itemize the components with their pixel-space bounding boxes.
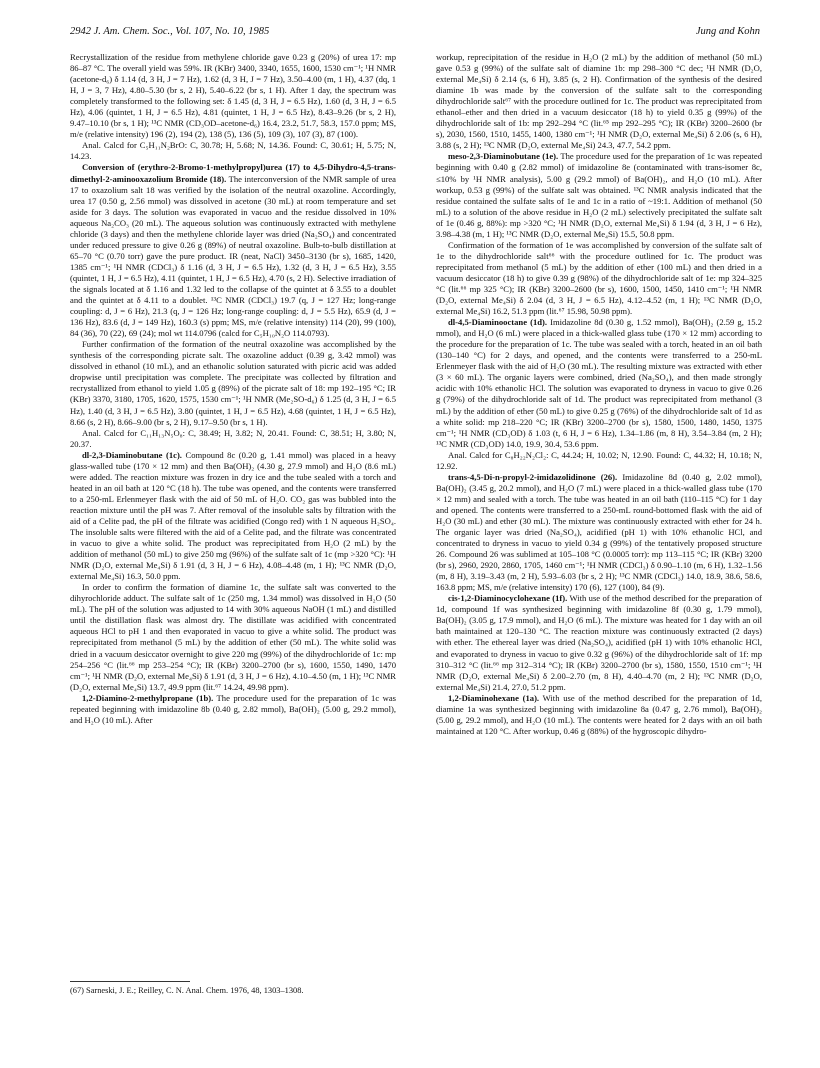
paragraph xyxy=(70,450,396,583)
paragraph xyxy=(436,151,762,239)
footnote: (67) Sarneski, J. E.; Reilley, C. N. Anal. Chem. 1976, 48, 1303–1308. xyxy=(70,986,304,995)
section-heading: cis-1,2-Diaminocyclohexane (1f). xyxy=(448,593,568,604)
paragraph-text: Further confirmation of the formation of the neutral oxazoline was accomplished by the synthesis of the corresponding picrate salt. The oxazoline adduct (0.39 g, 3.42 mmol) was dissolved in ethanol (10 mL), and an ethanolic solution saturated with picric acid was added dropwise until precipitation was complete. The precipitate was collected by filtration and recrystallized from ethanol to yield 1.05 g (89%) of the picrate salt of 18: mp 192–195 °C; IR (KBr) 3370, 3180, 1705, 1620, 1575, 1530 cm⁻¹; ¹H NMR (Me₂SO-d₆) δ 1.25 (d, 3 H, J = 6.5 Hz), 1.40 (d, 3 H, J = 6.5 Hz), 3.80 (quintet, 1 H, J = 6.5 Hz), 4.68 (quintet, 1 H, J = 6.5 Hz), 8.66 (s, 2 H), 8.66–9.00 (br s, 2 H), 9.17–9.50 (br s, 1 H). xyxy=(70,339,396,427)
paragraph xyxy=(70,693,396,726)
paragraph xyxy=(70,339,396,427)
paragraph-text: Anal. Calcd for C₈H₂₂N₂Cl₂: C, 44.24; H, 10.02; N, 12.90. Found: C, 44.32; H, 10.18; N, 12.92. xyxy=(436,449,762,471)
paragraph-text: In order to confirm the formation of diamine 1c, the sulfate salt was converted to the dihyrochloride adduct. The sulfate salt of 1c (250 mg, 1.34 mmol) was dissolved in H₂O (50 mL). The pH of the solution was adjusted to 14 with 30% aqueous NaOH (1 mL) and distilled until the distillation flask was almost dry. The distillate was acidified with concentrated aqueous HCl to pH 1 and then evaporated in vacuo to give a white solid. The product was reprecipitated from methanol (5 mL) by the addition of ether (50 mL). The white solid was dried in a vacuum desiccator overnight to give 220 mg (99%) of the dihydrochloride of 1c: mp 254–256 °C (lit.⁶⁶ mp 253–254 °C); IR (KBr) 3200–2700 (br s), 1600, 1550, 1490, 1470 cm⁻¹; ¹H NMR (D₂O, external Me₄Si) δ 1.91 (d, 3 H, J = 6 Hz), 4.10–4.50 (m, 1 H); ¹³C NMR (D₂O, external Me₄Si) 13.7, 49.9 ppm (lit.⁶⁷ 14.24, 49.98 ppm). xyxy=(70,582,396,692)
running-header xyxy=(70,26,760,42)
paragraph xyxy=(436,593,762,692)
section-heading: 1,2-Diaminohexane (1a). xyxy=(448,692,540,703)
paragraph xyxy=(70,162,396,339)
section-heading: dl-2,3-Diaminobutane (1c). xyxy=(82,449,182,460)
paragraph xyxy=(70,52,396,140)
section-heading: dl-4,5-Diaminooctane (1d). xyxy=(448,317,548,328)
paragraph xyxy=(436,317,762,450)
paragraph xyxy=(436,693,762,737)
paragraph xyxy=(436,52,762,151)
left-column xyxy=(70,52,396,974)
paragraph-text: The interconversion of the NMR sample of urea 17 to oxazolium salt 18 was verified by the isolation of the neutral oxazoline. Accordingly, urea 17 (0.50 g, 2.56 mmol) was dissolved in acetone (30 mL) at room temperature and set aside for 3 days. The solution was evaporated in vacuo and the residue dissolved in 10% aqueous Na₂CO₃ (20 mL). The aqueous solution was continuously extracted with methylene chloride (3 days) and then the methylene chloride layer was dried (Na₂SO₄) and concentrated under reduced pressure to give 0.26 g (89%) of neutral oxazoline. Bulb-to-bulb distillation at 65–70 °C (0.70 torr) gave the pure product. IR (neat, NaCl) 3450–3130 (br s), 1685, 1420, 1385 cm⁻¹; ¹H NMR (CDCl₃) δ 1.16 (d, 3 H, J = 6.5 Hz), 1.32 (d, 3 H, J = 6.5 Hz), 3.55 (quintet, 1 H, J = 6.5 Hz), 4.11 (quintet, 1 H, J = 6.5 Hz), 4.70 (s, 2 H). Selective irradiation of the signals located at δ 1.16 and 1.32 led to the collapse of the quintet at δ 3.55 to a doublet and the quintet at δ 4.11 to a doublet. ¹³C NMR (CDCl₃) 19.7 (q, J = 127 Hz; long-range coupling: d, J = 6 Hz), 21.3 (q, J = 126 Hz; long-range coupling: d, J = 5.5 Hz), 65.9 (d, J = 136 Hz), 83.6 (d, J = 149 Hz), 160.3 (s) ppm; MS, m/e (relative intensity) 114 (20), 99 (100), 84 (36), 70 (22), 69 (24); mol wt 114.0796 (calcd for C₅H₁₀N₂O 114.0793). xyxy=(70,173,396,339)
paragraph-text: Confirmation of the formation of 1e was accomplished by conversion of the sulfate salt of 1e to the dihydrochloride salt⁶⁶ with the procedure outlined for 1c. The product was reprecipitated from methanol (5 mL) by the addition of ether (100 mL) and then dried in a vacuum desiccator (18 h) to give 0.39 g (98%) of the dihydrochloride salt of 1e: mp 324–325 °C (lit.⁶⁶ mp 325 °C); IR (KBr) 3200–2600 (br s), 1600, 1500, 1450, 1410 cm⁻¹; ¹H NMR (D₂O, external Me₄Si) δ 2.04 (d, 3 H, J = 6.5 Hz), 4.12–4.52 (m, 1 H); ¹³C NMR (D₂O, external Me₄Si) 16.2, 51.3 ppm (lit.⁶⁷ 15.98, 50.98 ppm). xyxy=(436,239,762,317)
paragraph xyxy=(70,428,396,450)
paragraph-text: With use of the method described for the preparation of 1d, diamine 1a was synthesized beginning with imidazoline 8a (0.47 g, 2.76 mmol), Ba(OH)₂ (5.00 g, 29.2 mmol), and H₂O (10 mL). The contents were heated for 2 days with an oil bath maintained at 120 °C. After workup, 0.46 g (88%) of the hygroscopic dihydro- xyxy=(436,692,763,736)
footnote-divider xyxy=(70,981,190,982)
paragraph-text: Anal. Calcd for C₁₁H₁₃N₅O₈: C, 38.49; H, 3.82; N, 20.41. Found: C, 38.51; H, 3.80; N, 20.37. xyxy=(70,427,396,449)
paragraph-text: workup, reprecipitation of the residue in H₂O (2 mL) by the addition of methanol (50 mL) gave 0.53 g (99%) of the sulfate salt of diamine 1b: mp 298–300 °C dec; ¹H NMR (D₂O, external Me₄Si) δ 2.14 (s, 6 H), 3.85 (s, 2 H). Confirmation of the synthesis of the desired diamine 1b was made by the conversion of the sulfate salt to the corresponding dihydrochloride salt⁶⁷ with the procedure outlined for 1c. The product was reprecipitated from ethanol–ether and then dried in a vacuum desiccator (18 h) to yield 0.35 g (99%) of the dihydrochloride salt of 1b: mp 292–294 °C (lit.⁶⁵ mp 292–295 °C); IR (KBr) 3200–2600 (br s), 2030, 1560, 1510, 1455, 1400, 1380 cm⁻¹; ¹H NMR (D₂O, external Me₄Si) δ 2.06 (s, 6 H), 3.88 (s, 2 H); ¹³C NMR (D₂O, external Me₄Si) 24.3, 47.7, 54.2 ppm. xyxy=(436,52,762,151)
paragraph-text: Imidazoline 8d (0.30 g, 1.52 mmol), Ba(OH)₂ (2.59 g, 15.2 mmol), and H₂O (6 mL) were placed in a thick-walled glass tube (170 × 12 mm) according to the procedure for the preparation of 1c. The tube was sealed with a torch, heated in an oil bath (130–140 °C) for 2 days, and opened, and the contents were transferred to a 250-mL Erlenmeyer flask with the aid of H₂O (30 mL). The resulting mixture was extracted with ether (3 × 60 mL). The organic layers were combined, dried (Na₂SO₄), and then made strongly acidic with 10% ethanolic HCl. The solution was evaporated to dryness in vacuo to give 0.26 g (79%) of the dihydrochloride salt of 1d. The product was reprecipitated from methanol (3 mL) by the addition of ether (50 mL) to give 0.25 g (76%) of the dihydrochloride salt of 1d as a white solid: mp 218–220 °C; IR (KBr) 3200–2700 (br s), 1580, 1500, 1480, 1450, 1375 cm⁻¹; ¹H NMR (CD₃OD) δ 1.03 (t, 6 H, J = 6 Hz), 1.34–1.86 (m, 8 H), 3.54–3.84 (m, 2 H); ¹³C NMR (CD₃OD) 14.0, 19.9, 30.4, 53.6 ppm. xyxy=(436,317,762,449)
paragraph-text: With use of the method described for the preparation of 1d, compound 1f was synthesized beginning with imidazoline 8f (0.30 g, 1.79 mmol), Ba(OH)₂ (3.05 g, 17.9 mmol), and H₂O (6 mL). The mixture was heated for 1 day with an oil bath maintained at 120–130 °C. The reaction mixture was continuously extracted (2 days) with ether. The ethereal layer was dried (Na₂SO₄), acidified (pH 1) with 10% ethanolic HCl, and evaporated to dryness in vacuo to give 0.32 g (96%) of the dihydrochloride salt of 1f: mp 310–312 °C (lit.⁶⁶ mp 312–314 °C); IR (KBr) 3200–2700 (br s), 1580, 1550, 1510 cm⁻¹; ¹H NMR (D₂O, external Me₄Si) δ 2.00–2.70 (m, 8 H), 4.40–4.70 (m, 2 H); ¹³C NMR (D₂O, external Me₄Si) 21.4, 27.0, 51.2 ppm. xyxy=(436,593,762,692)
paragraph xyxy=(436,472,762,594)
paragraph-text: Recrystallization of the residue from methylene chloride gave 0.23 g (20%) of urea 17: mp 86–87 °C. The overall yield was 59%. IR (KBr) 3400, 3340, 1655, 1600, 1530 cm⁻¹; ¹H NMR (acetone-d₆) δ 1.14 (d, 3 H, J = 7 Hz), 1.62 (d, 3 H, J = 7 Hz), 3.50–4.00 (m, 1 H), 4.37 (dq, 1 H, J = 3, 7 Hz), 4.80–5.30 (br s, 2 H), 5.40–6.22 (br s, 1 H). After 1 day, the spectrum was completely transformed to the following set: δ 1.45 (d, 3 H, J = 6.5 Hz), 1.60 (d, 3 H, J = 6.5 Hz), 4.06 (quintet, 1 H, J = 6.5 Hz), 4.81 (quintet, 1 H, J = 6.5 Hz), 8.43–9.26 (br s, 2 H), 9.47–10.10 (br s, 1 H); ¹³C NMR (CD₃OD–acetone-d₆) 16.4, 23.2, 51.7, 58.3, 157.0 ppm; MS, m/e (relative intensity) 196 (2), 194 (2), 138 (5), 136 (5), 109 (3), 107 (3), 87 (100). xyxy=(70,52,396,140)
paragraph xyxy=(70,582,396,692)
authors: Jung and Kohn xyxy=(695,26,760,37)
right-column xyxy=(436,52,762,1042)
paragraph-text: Compound 8c (0.20 g, 1.41 mmol) was placed in a heavy glass-walled tube (170 × 12 mm) and then Ba(OH)₂ (4.30 g, 27.9 mmol) and H₂O (8.6 mL) were added. The reaction mixture was frozen in dry ice and the tube sealed with a torch and heated in an oil bath at 120 °C (18 h). The tube was opened, and the contents were transferred to a 250-mL Erlenmeyer flask with the aid of 50 mL of H₂O. CO₂ gas was bubbled into the reaction mixture until the pH was 7. After removal of the insoluble salts by filtration with the aid of a Celite pad, the pH of the filtrate was acidified (Congo red) with 1 N aqueous H₂SO₄. The insoluble salts were filtered with the aid of a Celite pad, and the filtrate was concentrated in vacuo to give a white solid. The product was reprecipitated from H₂O (2 mL) by the addition of methanol (50 mL) to give 250 mg (96%) of the sulfate salt of 1c (mp >320 °C): ¹H NMR (D₂O, external Me₄Si) δ 1.91 (d, 3 H, J = 6 Hz), 4.08–4.48 (m, 1 H); ¹³C NMR (D₂O, external Me₄Si) 16.3, 50.0 ppm. xyxy=(70,449,396,582)
section-heading: trans-4,5-Di-n-propyl-2-imidazolidinone (26). xyxy=(448,471,618,482)
journal-citation: 2942 J. Am. Chem. Soc., Vol. 107, No. 10, 1985 xyxy=(70,26,270,37)
paragraph-text: The procedure used for the preparation of 1c was repeated beginning with 0.40 g (2.82 mmol) of imidazoline 8e (contaminated with trans-isomer 8c, ≤10% by ¹H NMR analysis), 5.00 g (29.2 mmol) of Ba(OH)₂, and H₂O (10 mL). After workup, 0.53 g (99%) of the sulfate salt was obtained. ¹³C NMR analysis indicated that the residue contained the sulfate salts of 1e and 1c in a ratio of ~19:1. Addition of methanol (50 mL) to a solution of the above residue in H₂O (2 mL) selectively precipitated the sulfate salt of 1e (0.46 g, 88%): mp >320 °C; ¹H NMR (D₂O, external Me₄Si) δ 1.94 (d, 3 H, J = 6 Hz), 3.98–4.38 (m, 1 H); ¹³C NMR (D₂O, external Me₄Si) 15.5, 50.8 ppm. xyxy=(436,151,762,239)
paragraph xyxy=(436,450,762,472)
section-heading: meso-2,3-Diaminobutane (1e). xyxy=(448,151,559,162)
paragraph-text: The procedure used for the preparation of 1c was repeated beginning with imidazoline 8b (0.40 g, 2.82 mmol), Ba(OH)₂ (5.00 g, 29.2 mmol), and H₂O (10 mL). After xyxy=(70,692,396,725)
paragraph-text: Imidazoline 8d (0.40 g, 2.02 mmol), Ba(OH)₂ (3.45 g, 20.2 mmol), and H₂O (7 mL) were placed in a thick-walled glass tube (170 × 12 mm) and sealed with a torch. The tube was heated in an oil bath (110–115 °C) for 1 day and opened. The contents were transferred to a 250-mL round-bottomed flask with the aid of H₂O (30 mL) and ether (30 mL). The mixture was continuously extracted with ether for 24 h. The organic layer was dried (Na₂SO₄), acidified (pH 1) with 10% ethanolic HCl, and concentrated to dryness in vacuo to yield 0.34 g (99%) of the tentatively proposed structure 26. Compound 26 was sublimed at 105–108 °C (0.0005 torr): mp 113–115 °C; IR (KBr) 3200 (br s), 2960, 2920, 2860, 1705, 1460 cm⁻¹; ¹H NMR (CDCl₃) δ 0.90–1.10 (m, 6 H), 1.32–1.56 (m, 8 H), 3.19–3.43 (m, 2 H), 5.93–6.03 (br s, 2 H); ¹³C NMR (CDCl₃) 14.0, 18.9, 38.6, 58.6, 163.8 ppm; MS, m/e (relative intensity) 170 (6), 127 (100), 84 (9). xyxy=(436,471,762,593)
paragraph xyxy=(70,140,396,162)
paragraph xyxy=(436,240,762,317)
paragraph-text: Anal. Calcd for C₅H₁₁N₂BrO: C, 30.78; H, 5.68; N, 14.36. Found: C, 30.61; H, 5.75; N, 14.23. xyxy=(70,140,396,162)
section-heading: Conversion of (erythro-2-Bromo-1-methylpropyl)urea (17) to 4,5-Dihydro-4,5-trans-dimethyl-2-aminooxazolium Bromide (18). xyxy=(70,162,396,184)
section-heading: 1,2-Diamino-2-methylpropane (1b). xyxy=(82,692,214,703)
